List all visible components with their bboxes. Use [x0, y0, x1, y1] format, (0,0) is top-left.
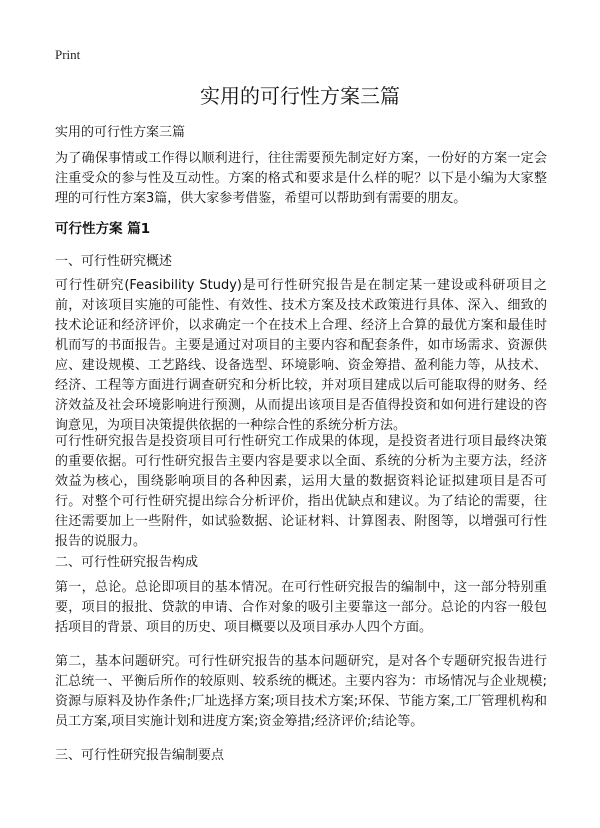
page-title: 实用的可行性方案三篇 [200, 84, 400, 108]
body-paragraph: 可行性研究报告是投资项目可行性研究工作成果的体现，是投资者进行项目最终决策的重要依据。可行性研究报告主要内容是要求以全面、系统的分析为主要方法，经济效益为核心，围绕影响项目的各种因素，运用大量的数据资料论证拟建项目是否可行。对整个可行性研究提出综合分析评价，指出优缺点和建议。为了结论的需要，往往还需要加上一些附件，如试验数据、论证材料、计算图表、附图等，以增强可行性报告的说服力。 [55, 434, 547, 549]
body-paragraph: 可行性研究(Feasibility Study)是可行性研究报告是在制定某一建设或科研项目之前，对该项目实施的可能性、有效性、技术方案及技术政策进行具体、深入、细致的技术论证和经济评价，以求确定一个在技术上合理、经济上合算的最优方案和最佳时机而写的书面报告。主要是通过对项目的主要内容和配套条件，如市场需求、资源供应、建设规模、工艺路线、设备选型、环境影响、资金筹措、盈利能力等，从技术、经济、工程等方面进行调查研究和分析比较，并对项目建成以后可能取得的财务、经济效益及社会环境影响进行预测，从而提出该项目是否值得投资和如何进行建设的咨询意见，为项目决策提供依据的一种综合性的系统分析方法。 [55, 278, 547, 433]
section-heading: 二、可行性研究报告构成 [55, 555, 199, 570]
body-paragraph: 第一，总论。总论即项目的基本情况。在可行性研究报告的编制中，这一部分特别重要，项目的报批、贷款的申请、合作对象的吸引主要靠这一部分。总论的内容一般包括项目的背景、项目的历史、项目概要以及项目承办人四个方面。 [55, 580, 547, 635]
print-link[interactable]: Print [55, 47, 81, 62]
document-subtitle: 实用的可行性方案三篇 [55, 125, 186, 140]
section-heading: 三、可行性研究报告编制要点 [55, 748, 225, 763]
section-heading: 一、可行性研究概述 [55, 254, 173, 269]
intro-paragraph: 为了确保事情或工作得以顺利进行，往往需要预先制定好方案，一份好的方案一定会注重受众的参与性及互动性。方案的格式和要求是什么样的呢？以下是小编为大家整理的可行性方案3篇，供大家参考借鉴，希望可以帮助到有需要的朋友。 [55, 151, 547, 206]
part-heading: 可行性方案 篇1 [55, 221, 151, 237]
body-paragraph: 第二，基本问题研究。可行性研究报告的基本问题研究，是对各个专题研究报告进行汇总统一、平衡后所作的较原则、较系统的概述。主要内容为：市场情况与企业规模;资源与原料及协作条件;厂址选择方案;项目技术方案;环保、节能方案,工厂管理机构和员工方案,项目实施计划和进度方案;资金筹措;经济评价;结论等。 [55, 654, 547, 729]
